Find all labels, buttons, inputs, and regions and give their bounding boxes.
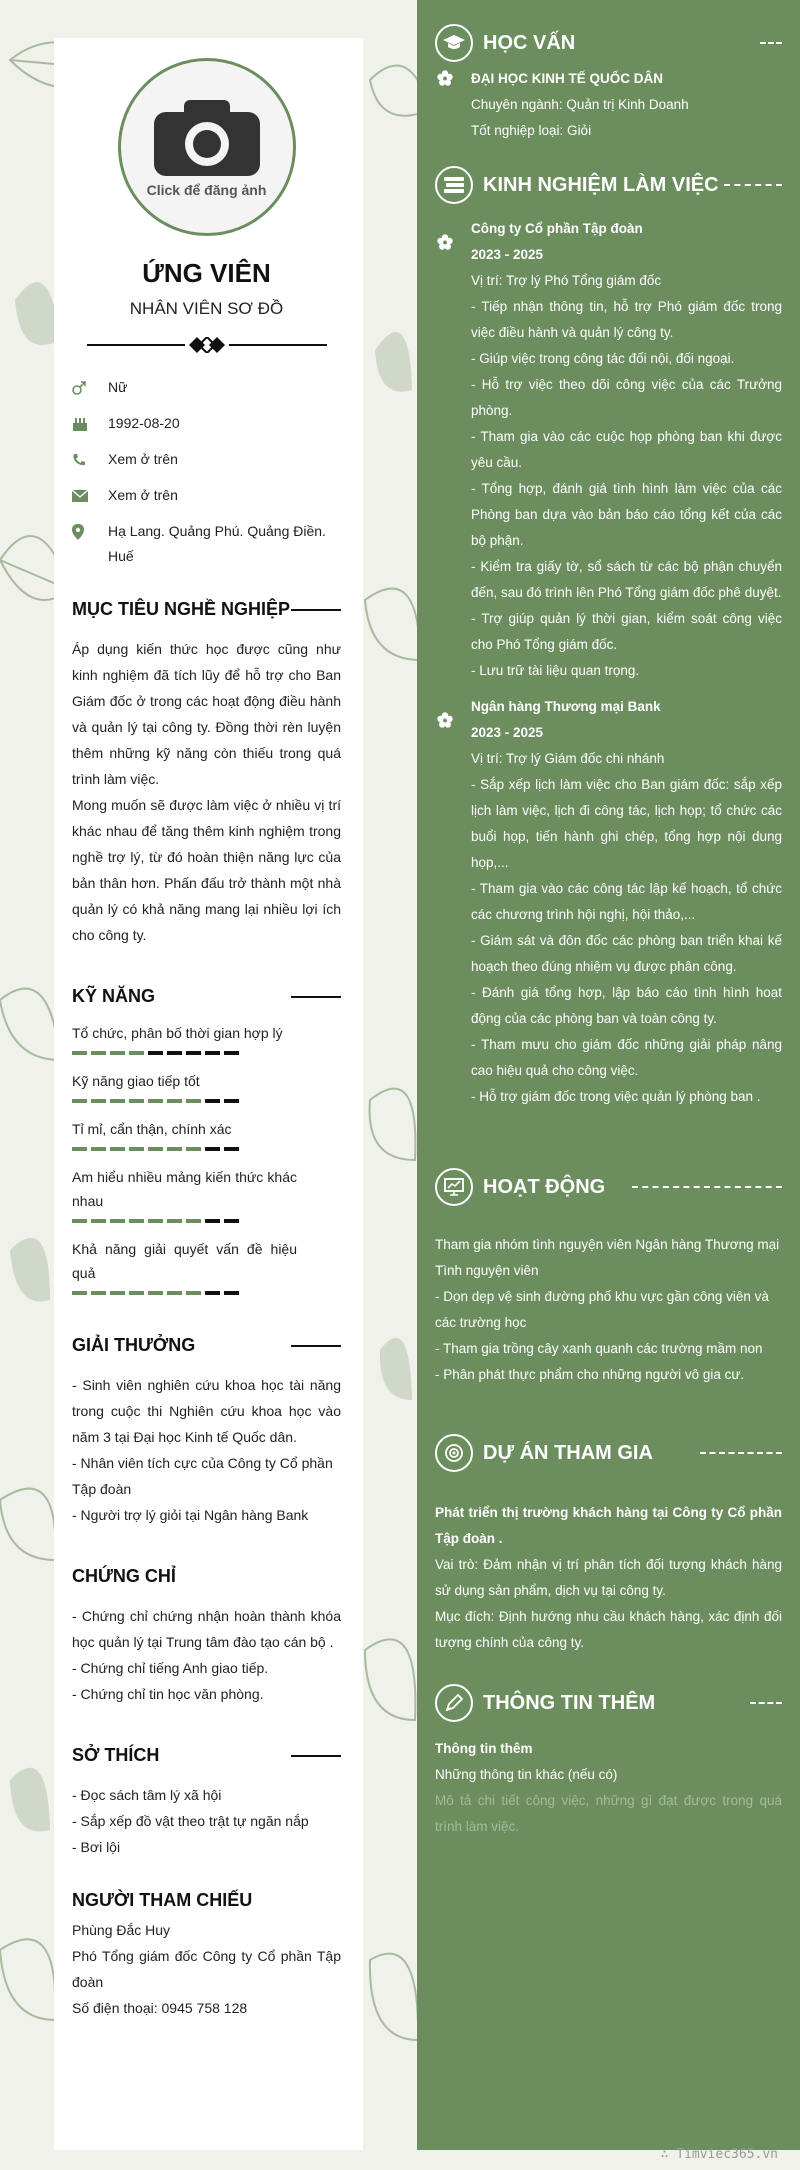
skill-level-bar (72, 1219, 341, 1223)
skill-item (72, 1117, 341, 1151)
skill-dash-filled (72, 1147, 87, 1151)
activity-line: Tình nguyện viên (435, 1263, 539, 1278)
skill-dash-filled (72, 1219, 87, 1223)
avatar-upload-label: Click để đăng ảnh (146, 182, 267, 198)
skill-dash-empty (205, 1219, 220, 1223)
skill-dash-filled (91, 1147, 106, 1151)
candidate-title: NHÂN VIÊN SƠ ĐỒ (129, 299, 284, 318)
reference-name: Phùng Đắc Huy (72, 1922, 171, 1938)
extra-info-heading: THÔNG TIN THÊM (483, 1691, 656, 1714)
extra-info-title: Thông tin thêm (435, 1741, 533, 1756)
skill-dash-filled (148, 1219, 163, 1223)
career-goal-heading: MỤC TIÊU NGHỀ NGHIỆP (72, 599, 291, 619)
skill-dash-empty (224, 1147, 239, 1151)
hobby-item: - Đọc sách tâm lý xã hội (72, 1787, 222, 1803)
location-pin-icon (72, 519, 108, 544)
extra-info-line: Những thông tin khác (nếu có) (435, 1767, 618, 1782)
experience-header (435, 166, 782, 204)
skill-dash-empty (205, 1147, 220, 1151)
job-duty: - Hỗ trợ việc theo dõi công việc của các Trưởng phòng. (471, 377, 782, 418)
contact-gender (72, 375, 341, 400)
job-duty: - Hỗ trợ giám đốc trong việc quản lý phòng ban . (471, 1089, 761, 1104)
activity-line: - Phân phát thực phẩm cho những người vô gia cư. (435, 1367, 745, 1382)
job-duty: - Kiểm tra giấy tờ, sổ sách từ các bộ phận chuyển đến, sau đó trình lên Phó Tổng giám đốc phê duyệt. (471, 559, 782, 600)
skill-item (72, 1069, 341, 1103)
skill-label: Kỹ năng giao tiếp tốt (72, 1073, 200, 1089)
diamond-ornament-icon (189, 337, 225, 353)
job-period: 2023 - 2025 (471, 247, 544, 262)
brand-watermark (661, 2147, 778, 2162)
brand-name: Timviec365.vn (676, 2147, 778, 2162)
skill-dash-empty (224, 1051, 239, 1055)
job-item (435, 694, 782, 1110)
skill-dash-empty (148, 1051, 163, 1055)
skill-dash-filled (129, 1291, 144, 1295)
skill-dash-filled (129, 1147, 144, 1151)
job-duty: - Giám sát và đôn đốc các phòng ban triển khai kế hoạch theo đúng nhiệm vụ được phân công. (471, 933, 782, 974)
award-item: - Sinh viên nghiên cứu khoa học tài năng trong cuộc thi Nghiên cứu khoa học vào năm 3 tại Đại học Kinh tế Quốc dân. (72, 1377, 341, 1445)
award-item: - Nhân viên tích cực của Công ty Cổ phần Tập đoàn (72, 1455, 333, 1497)
job-duty: - Tiếp nhận thông tin, hỗ trợ Phó giám đốc trong việc điều hành và quản lý công ty. (471, 299, 782, 340)
activity-line: Tham gia nhóm tình nguyện viên Ngân hàng Thương mại (435, 1237, 780, 1252)
job-company: Công ty Cổ phần Tập đoàn (471, 221, 643, 236)
pen-icon (435, 1684, 473, 1722)
education-heading: HỌC VẤN (483, 31, 576, 54)
skill-label: Am hiểu nhiều mảng kiến thức khác nhau (72, 1169, 297, 1209)
skill-dash-empty (205, 1051, 220, 1055)
activity-line: - Dọn dẹp vệ sinh đường phố khu vực gần công viên và các trường học (435, 1289, 769, 1330)
contact-birthday (72, 411, 341, 436)
birthday-cake-icon (72, 411, 108, 436)
skill-item (72, 1237, 341, 1295)
activities-header (435, 1168, 782, 1206)
flower-icon (435, 66, 471, 144)
job-position: Vị trí: Trợ lý Phó Tổng giám đốc (471, 273, 662, 288)
awards-header (72, 1335, 341, 1356)
flower-icon (435, 216, 471, 684)
avatar-upload[interactable] (118, 58, 296, 236)
award-item: - Người trợ lý giỏi tại Ngân hàng Bank (72, 1507, 309, 1523)
address-value: Hạ Lang. Quảng Phú. Quảng Điền. Huế (108, 523, 326, 564)
job-duty: - Lưu trữ tài liệu quan trọng. (471, 663, 640, 678)
hobby-item: - Bơi lội (72, 1839, 121, 1855)
skill-dash-filled (129, 1219, 144, 1223)
certificates-heading: CHỨNG CHỈ (72, 1566, 176, 1586)
flower-icon (435, 694, 471, 1110)
project-goal: Mục đích: Định hướng nhu cầu khách hàng, xác định đối tượng chính của công ty. (435, 1609, 782, 1650)
job-duty: - Tham gia vào các cuộc họp phòng ban khi được yêu cầu. (471, 429, 782, 470)
skill-dash-empty (224, 1291, 239, 1295)
presentation-board-icon (435, 1168, 473, 1206)
education-school: ĐẠI HỌC KINH TẾ QUỐC DÂN (471, 71, 663, 86)
certificate-item: - Chứng chỉ tin học văn phòng. (72, 1686, 264, 1702)
job-company: Ngân hàng Thương mại Bank (471, 699, 661, 714)
skill-label: Tổ chức, phân bố thời gian hợp lý (72, 1025, 283, 1041)
skill-dash-filled (110, 1147, 125, 1151)
skill-dash-filled (167, 1219, 182, 1223)
gender-icon (72, 375, 108, 400)
section-rule (291, 1755, 341, 1757)
job-duty: - Giúp việc trong công tác đối nội, đối ngoại. (471, 351, 735, 366)
project-role: Vai trò: Đảm nhận vị trí phân tích đối tượng khách hàng sử dụng sản phẩm, dịch vụ tại công ty. (435, 1557, 782, 1598)
skill-dash-empty (205, 1099, 220, 1103)
skill-dash-filled (186, 1291, 201, 1295)
birthday-value: 1992-08-20 (108, 415, 180, 431)
camera-icon (154, 100, 260, 176)
candidate-name: ỨNG VIÊN (142, 258, 271, 288)
career-goal-header (72, 599, 341, 620)
phone-icon (72, 447, 108, 472)
contact-phone (72, 447, 341, 472)
reference-phone: Số điện thoại: 0945 758 128 (72, 2000, 248, 2016)
skill-dash-empty (224, 1099, 239, 1103)
certificate-item: - Chứng chỉ tiếng Anh giao tiếp. (72, 1660, 269, 1676)
job-duty: - Trợ giúp quản lý thời gian, kiểm soát công việc cho Phó Tổng giám đốc. (471, 611, 782, 652)
skill-dash-empty (205, 1291, 220, 1295)
skill-dash-filled (148, 1147, 163, 1151)
activity-line: - Tham gia trồng cây xanh quanh các trường mầm non (435, 1341, 763, 1356)
skill-dash-filled (91, 1291, 106, 1295)
skill-item (72, 1021, 341, 1055)
skill-dash-empty (167, 1051, 182, 1055)
skill-dash-filled (167, 1099, 182, 1103)
skill-dash-filled (72, 1051, 87, 1055)
extra-info-placeholder[interactable]: Mô tả chi tiết công việc, những gì đạt được trong quá trình làm việc. (435, 1793, 782, 1834)
dashed-rule (700, 1452, 782, 1454)
hobby-item: - Sắp xếp đồ vật theo trật tự ngăn nắp (72, 1813, 309, 1829)
job-duty: - Tổng hợp, đánh giá tình hình làm việc của các Phòng ban dựa vào bản báo cáo tổng kết của các bộ phận. (471, 481, 782, 548)
job-position: Vị trí: Trợ lý Giám đốc chi nhánh (471, 751, 665, 766)
skill-dash-filled (186, 1099, 201, 1103)
contact-email (72, 483, 341, 508)
dashed-rule (724, 184, 782, 186)
skills-header (72, 986, 341, 1007)
skill-level-bar (72, 1051, 341, 1055)
job-duty: - Tham gia vào các công tác lập kế hoạch, tổ chức các chương trình hội nghị, hội thảo,... (471, 881, 782, 922)
references-heading: NGƯỜI THAM CHIẾU (72, 1890, 253, 1910)
right-column (417, 0, 800, 2150)
skill-dash-filled (167, 1147, 182, 1151)
hobbies-heading: SỞ THÍCH (72, 1745, 160, 1765)
skills-heading: KỸ NĂNG (72, 986, 156, 1006)
dashed-rule (632, 1186, 782, 1188)
dashed-rule (760, 42, 782, 44)
project-name: Phát triển thị trường khách hàng tại Công ty Cổ phần Tập đoàn . (435, 1505, 782, 1546)
career-goal-paragraph-2: Mong muốn sẽ được làm việc ở nhiều vị trí khác nhau để tăng thêm kinh nghiệm trong nghề trợ lý, từ đó hoàn thiện năng lực của bản thân hơn. Phấn đấu trở thành một nhà quản lý có khả năng mang lại nhiều lợi ích cho công ty. (72, 797, 341, 943)
section-rule (291, 1345, 341, 1347)
skill-dash-filled (186, 1219, 201, 1223)
job-duty: - Sắp xếp lịch làm việc cho Ban giám đốc: sắp xếp lịch làm việc, lịch đi công tác, lịch họp; tổ chức các buổi họp, tiến hành ghi chép, tổng hợp nội dung họp,... (471, 777, 782, 870)
job-duty: - Tham mưu cho giám đốc những giải pháp nâng cao hiệu quả cho công việc. (471, 1037, 782, 1078)
brand-logo-icon: ∴ (660, 2147, 677, 2162)
phone-value: Xem ở trên (108, 451, 178, 467)
extra-info-header (435, 1684, 782, 1722)
skill-dash-filled (72, 1099, 87, 1103)
section-rule (291, 609, 341, 611)
skill-dash-filled (148, 1291, 163, 1295)
skill-dash-filled (91, 1219, 106, 1223)
job-item (435, 216, 782, 684)
skill-dash-filled (148, 1099, 163, 1103)
skill-level-bar (72, 1291, 341, 1295)
skill-dash-filled (110, 1219, 125, 1223)
experience-heading: KINH NGHIỆM LÀM VIỆC (483, 173, 719, 196)
career-goal-paragraph-1: Áp dụng kiến thức học được cũng như kinh nghiệm đã tích lũy để hỗ trợ cho Ban Giám đốc ở trong các hoạt động điều hành và quản lý tại công ty. Đồng thời rèn luyện thêm những kỹ năng còn thiếu trong quá trình làm việc. (72, 641, 341, 787)
skill-dash-filled (72, 1291, 87, 1295)
skill-dash-filled (91, 1099, 106, 1103)
projects-header (435, 1434, 782, 1472)
skill-dash-filled (129, 1051, 144, 1055)
skill-item (72, 1165, 341, 1223)
contact-address (72, 519, 341, 569)
skill-dash-filled (129, 1099, 144, 1103)
references-header (72, 1890, 341, 1911)
skill-dash-empty (186, 1051, 201, 1055)
email-value: Xem ở trên (108, 487, 178, 503)
section-rule (291, 996, 341, 998)
reference-position: Phó Tổng giám đốc Công ty Cổ phần Tập đoàn (72, 1948, 341, 1990)
graduation-cap-icon (435, 24, 473, 62)
skill-label: Tỉ mỉ, cẩn thận, chính xác (72, 1121, 232, 1137)
skills-list (72, 1021, 341, 1295)
left-column (54, 38, 363, 2150)
skill-dash-filled (167, 1291, 182, 1295)
hobbies-header (72, 1745, 341, 1766)
activities-heading: HOẠT ĐỘNG (483, 1175, 606, 1198)
skill-dash-filled (110, 1291, 125, 1295)
target-hand-icon (435, 1434, 473, 1472)
education-grade: Tốt nghiệp loại: Giỏi (471, 123, 592, 138)
job-duty: - Đánh giá tổng hợp, lập báo cáo tình hình hoạt động của các phòng ban và toàn công ty. (471, 985, 782, 1026)
skill-dash-empty (224, 1219, 239, 1223)
skill-dash-filled (91, 1051, 106, 1055)
dashed-rule (750, 1702, 782, 1704)
certificate-item: - Chứng chỉ chứng nhận hoàn thành khóa học quản lý tại Trung tâm đào tạo cán bộ . (72, 1608, 341, 1650)
gender-value: Nữ (108, 379, 128, 395)
education-major: Chuyên ngành: Quản trị Kinh Doanh (471, 97, 689, 112)
job-period: 2023 - 2025 (471, 725, 544, 740)
skill-label: Khả năng giải quyết vấn đề hiệu quả (72, 1241, 297, 1281)
projects-heading: DỰ ÁN THAM GIA (483, 1441, 653, 1464)
skill-dash-filled (110, 1099, 125, 1103)
skill-dash-filled (110, 1051, 125, 1055)
awards-heading: GIẢI THƯỞNG (72, 1335, 196, 1355)
certificates-header (72, 1566, 341, 1587)
ornament-divider (72, 337, 341, 353)
email-icon (72, 483, 108, 508)
skill-level-bar (72, 1147, 341, 1151)
education-header (435, 24, 782, 62)
skill-level-bar (72, 1099, 341, 1103)
skill-dash-filled (186, 1147, 201, 1151)
books-icon (435, 166, 473, 204)
